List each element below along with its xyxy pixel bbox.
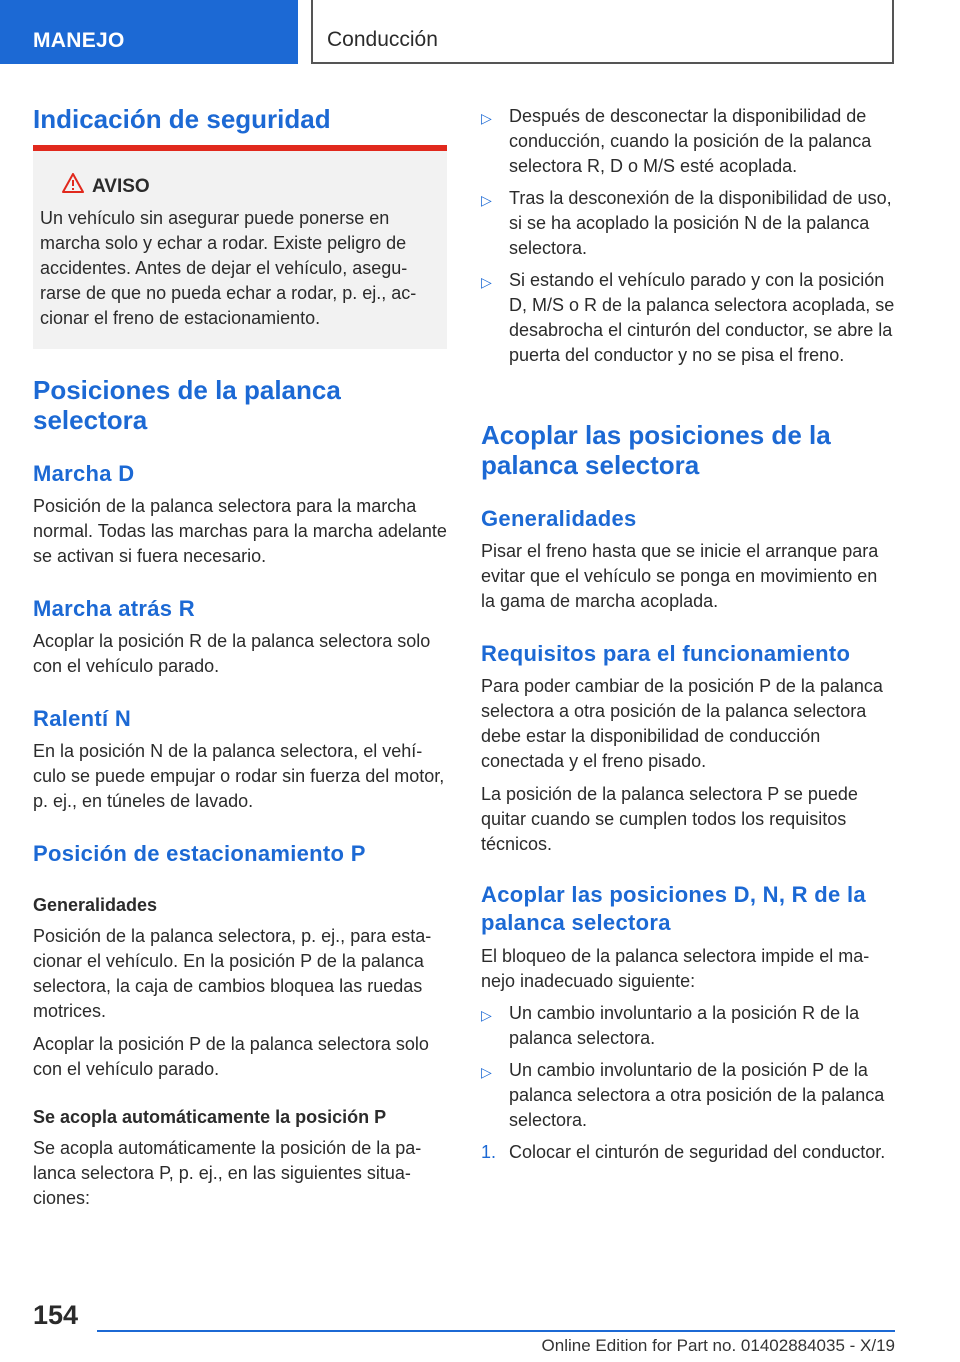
list-item: ▷ Si estando el vehículo parado y con la posición D, M/S o R de la palanca selectora acoplada, se desabrocha el cinturón del conductor, se abre la puerta del conductor y no se pisa el freno.	[481, 268, 896, 368]
list-item: ▷ Tras la desconexión de la disponibilidad de uso, si se ha acoplado la posición N de la palanca selectora.	[481, 186, 896, 261]
triangle-bullet-icon: ▷	[481, 1007, 492, 1023]
triangle-bullet-icon: ▷	[481, 110, 492, 126]
footer-edition: Online Edition for Part no. 01402884035 - X/19	[541, 1336, 895, 1355]
park-heading: Posición de estacionamiento P	[33, 841, 366, 866]
chapter-tab[interactable]: Conducción	[311, 0, 894, 64]
list-item: ▷ Después de desconectar la disponibilidad de conducción, cuando la posición de la palanca selectora R, D o M/S esté acoplada.	[481, 104, 896, 179]
drive-heading: Marcha D	[33, 461, 135, 486]
general-text: Pisar el freno hasta que se inicie el arranque para evitar que el vehículo se ponga en movimiento en la gama de marcha acoplada.	[481, 541, 879, 611]
page-number: 154	[33, 1300, 79, 1330]
footer-divider	[97, 1330, 895, 1332]
safety-heading: Indicación de seguridad	[33, 104, 331, 134]
dnr-text: El bloqueo de la palanca selectora impide el manejo inadecuado siguiente:	[481, 946, 870, 991]
park-general-text-2: Acoplar la posición P de la palanca selectora solo con el vehículo parado.	[33, 1034, 429, 1079]
section-tab[interactable]: MANEJO	[0, 0, 298, 64]
step-text: Colocar el cinturón de seguridad del conductor.	[509, 1142, 886, 1162]
step-number: 1.	[481, 1142, 497, 1162]
park-general-heading: Generalidades	[33, 895, 158, 915]
list-item: ▷ Un cambio involuntario a la posición R de la palanca selectora.	[481, 1001, 896, 1051]
dnr-heading: Acoplar las posiciones D, N, R de la palanca selectora	[481, 882, 866, 935]
park-general-text: Posición de la palanca selectora, p. ej., para estacionar el vehículo. En la posición P de la palanca selectora, la caja de cambios bloquea las ruedas motrices.	[33, 926, 432, 1021]
warning-box	[33, 145, 447, 349]
list-item: ▷ Un cambio involuntario de la posición P de la palanca selectora a otra posición de la palanca selectora.	[481, 1058, 896, 1133]
warning-title	[62, 173, 440, 200]
requirements-text-2: La posición de la palanca selectora P se puede quitar cuando se cumplen todos los requisitos técnicos.	[481, 784, 858, 854]
auto-p-heading: Se acopla automáticamente la posición P	[33, 1107, 387, 1127]
step-item	[481, 1140, 896, 1165]
requirements-text: Para poder cambiar de la posición P de la palanca selectora a otra posición de la palanca selectora debe estar la disponibilidad de conducción conectada y el freno pisado.	[481, 676, 883, 771]
drive-text: Posición de la palanca selectora para la marcha normal. Todas las marchas para la marcha adelante se activan si fuera necesario.	[33, 496, 447, 566]
neutral-text: En la posición N de la palanca selectora, el vehículo se puede empujar o rodar sin fuerza del motor, p. ej., en túneles de lavado.	[33, 741, 445, 811]
neutral-heading: Ralentí N	[33, 706, 132, 731]
general-heading: Generalidades	[481, 506, 637, 531]
engage-heading: Acoplar las posiciones de la palanca selectora	[481, 420, 831, 480]
warning-triangle-icon	[62, 173, 84, 200]
reverse-heading: Marcha atrás R	[33, 596, 195, 621]
warning-text: Un vehículo sin asegurar puede ponerse en marcha solo y echar a rodar. Existe peligro de accidentes. Antes de dejar el vehículo, asegurarse de que no pueda echar a rodar, p. ej., accionar el freno de estacionamiento.	[40, 208, 417, 328]
triangle-bullet-icon: ▷	[481, 192, 492, 208]
reverse-text: Acoplar la posición R de la palanca selectora solo con el vehículo parado.	[33, 631, 431, 676]
triangle-bullet-icon: ▷	[481, 274, 492, 290]
auto-p-text: Se acopla automáticamente la posición de la palanca selectora P, p. ej., en las siguientes situaciones:	[33, 1138, 422, 1208]
warning-label: AVISO	[92, 175, 150, 197]
requirements-heading: Requisitos para el funcionamiento	[481, 641, 851, 666]
positions-heading: Posiciones de la palanca selectora	[33, 375, 341, 435]
triangle-bullet-icon: ▷	[481, 1064, 492, 1080]
